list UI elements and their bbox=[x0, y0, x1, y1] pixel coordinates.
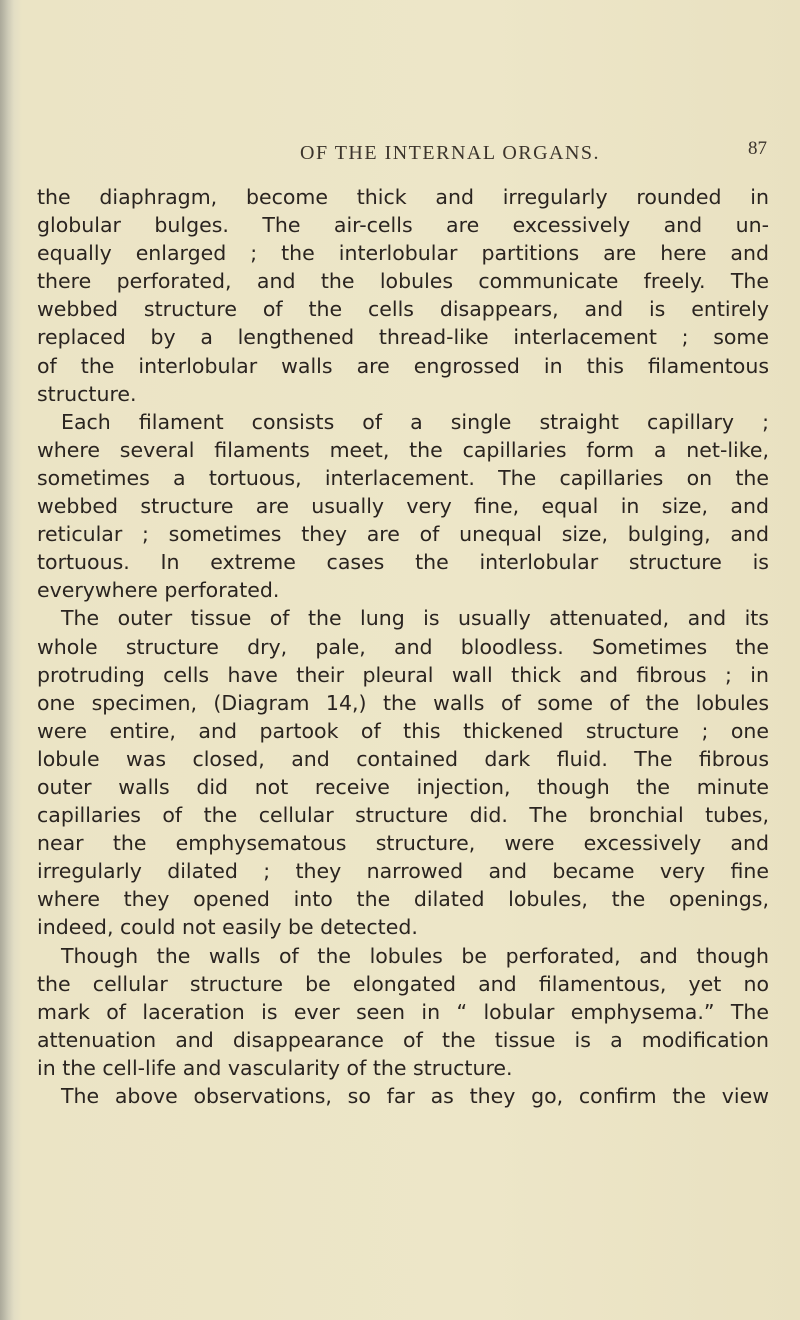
gutter-shadow bbox=[0, 0, 14, 1320]
text-line: irregularly dilated ; they narrowed and became very fine bbox=[37, 859, 769, 884]
text-line: there perforated, and the lobules communicate freely. The bbox=[37, 269, 769, 294]
text-line: lobule was closed, and contained dark fluid. The fibrous bbox=[37, 746, 769, 771]
text-line: Though the walls of the lobules be perforated, and though bbox=[61, 943, 769, 968]
running-head bbox=[0, 138, 800, 172]
text-line: outer walls did not receive injection, though the minute bbox=[37, 774, 769, 799]
running-title: OF THE INTERNAL ORGANS. bbox=[300, 142, 601, 164]
text-line: indeed, could not easily be detected. bbox=[37, 915, 418, 940]
text-line: equally enlarged ; the interlobular partitions are here and bbox=[37, 241, 769, 266]
text-line: webbed structure are usually very fine, equal in size, and bbox=[37, 494, 769, 519]
text-line: tortuous. In extreme cases the interlobular structure is bbox=[37, 550, 769, 575]
text-line: in the cell-life and vascularity of the structure. bbox=[37, 1055, 513, 1080]
text-line: structure. bbox=[37, 381, 137, 406]
text-line: capillaries of the cellular structure did. The bronchial tubes, bbox=[37, 803, 769, 828]
text-line: one specimen, (Diagram 14,) the walls of some of the lobules bbox=[37, 690, 769, 715]
page-number: 87 bbox=[748, 138, 767, 159]
text-line: the diaphragm, become thick and irregularly rounded in bbox=[37, 185, 769, 209]
text-line: near the emphysematous structure, were excessively and bbox=[37, 831, 769, 856]
text-line: everywhere perforated. bbox=[37, 578, 280, 603]
body-text bbox=[37, 183, 769, 1110]
text-line: where they opened into the dilated lobules, the openings, bbox=[37, 887, 769, 912]
text-line: attenuation and disappearance of the tissue is a modification bbox=[37, 1027, 769, 1052]
text-line: webbed structure of the cells disappears, and is entirely bbox=[37, 297, 769, 322]
text-line: Each filament consists of a single straight capillary ; bbox=[61, 409, 769, 434]
text-line: globular bulges. The air-cells are excessively and un- bbox=[37, 213, 769, 238]
text-line: reticular ; sometimes they are of unequal size, bulging, and bbox=[37, 522, 769, 547]
text-line: of the interlobular walls are engrossed in this filamentous bbox=[37, 353, 769, 378]
text-line: mark of laceration is ever seen in “ lobular emphysema.” The bbox=[37, 999, 769, 1024]
text-line: whole structure dry, pale, and bloodless. Sometimes the bbox=[37, 634, 769, 659]
text-line: replaced by a lengthened thread-like interlacement ; some bbox=[37, 325, 769, 350]
text-line: The above observations, so far as they go, confirm the view bbox=[61, 1084, 769, 1108]
text-line: where several filaments meet, the capillaries form a net-like, bbox=[37, 437, 769, 462]
text-line: The outer tissue of the lung is usually attenuated, and its bbox=[61, 606, 769, 631]
text-line: sometimes a tortuous, interlacement. The capillaries on the bbox=[37, 465, 769, 490]
text-line: protruding cells have their pleural wall thick and fibrous ; in bbox=[37, 662, 769, 687]
text-line: the cellular structure be elongated and filamentous, yet no bbox=[37, 971, 769, 996]
text-line: were entire, and partook of this thickened structure ; one bbox=[37, 718, 769, 743]
